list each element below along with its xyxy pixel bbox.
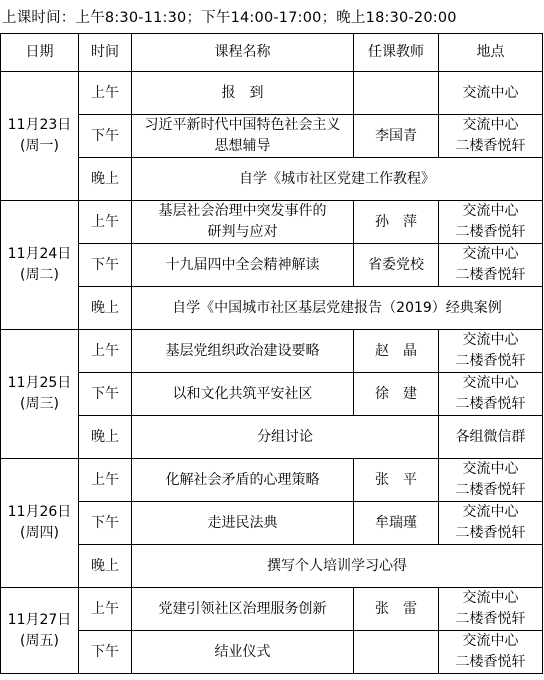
date-label: 11月26日 xyxy=(7,504,72,520)
time-cell: 晚上 xyxy=(79,158,132,201)
schedule-row xyxy=(1,115,543,158)
course-line: 化解社会矛盾的心理策略 xyxy=(165,471,320,488)
place-line: 交流中心 xyxy=(462,590,519,606)
course-line: 研判与应对 xyxy=(207,224,278,240)
time-cell: 上午 xyxy=(79,588,132,631)
time-cell: 下午 xyxy=(79,373,132,416)
place-line: 交流中心 xyxy=(462,461,519,477)
place-cell xyxy=(439,502,543,545)
course-cell xyxy=(132,330,354,373)
schedule-row xyxy=(1,330,543,373)
schedule-row xyxy=(1,631,543,674)
teacher-cell: 牟瑞瑾 xyxy=(354,502,439,545)
course-cell xyxy=(132,72,354,115)
place-line: 二楼香悦轩 xyxy=(455,353,526,369)
weekday-label: (周四) xyxy=(20,525,59,541)
course-cell xyxy=(132,631,354,674)
weekday-label: (周二) xyxy=(20,267,59,283)
teacher-cell: 张 平 xyxy=(354,459,439,502)
date-cell xyxy=(1,459,79,588)
teacher-cell: 徐 建 xyxy=(354,373,439,416)
place-line: 交流中心 xyxy=(462,332,519,348)
place-cell xyxy=(439,631,543,674)
place-line: 二楼香悦轩 xyxy=(455,138,526,154)
date-label: 11月24日 xyxy=(7,246,72,262)
course-schedule-table xyxy=(0,33,543,674)
place-cell xyxy=(439,373,543,416)
place-line: 各组微信群 xyxy=(455,428,526,445)
course-line: 报 到 xyxy=(221,84,264,101)
time-cell: 下午 xyxy=(79,502,132,545)
class-time-line: 上课时间：上午8:30-11:30；下午14:00-17:00；晚上18:30-20:00 xyxy=(2,10,457,26)
schedule-row xyxy=(1,244,543,287)
course-cell xyxy=(132,373,354,416)
place-line: 交流中心 xyxy=(462,84,519,101)
course-cell xyxy=(132,115,354,158)
time-cell: 上午 xyxy=(79,459,132,502)
place-line: 二楼香悦轩 xyxy=(455,396,526,412)
time-cell: 下午 xyxy=(79,244,132,287)
course-line: 自学《中国城市社区基层党建报告（2019）经典案例 xyxy=(172,299,502,316)
teacher-cell: 李国青 xyxy=(354,115,439,158)
place-cell xyxy=(439,244,543,287)
schedule-row xyxy=(1,459,543,502)
schedule-row xyxy=(1,373,543,416)
time-cell: 上午 xyxy=(79,201,132,244)
course-line: 基层党组织政治建设要略 xyxy=(165,342,320,359)
schedule-row xyxy=(1,545,543,588)
date-cell xyxy=(1,588,79,674)
place-line: 交流中心 xyxy=(462,504,519,520)
course-cell xyxy=(132,416,439,459)
schedule-row xyxy=(1,287,543,330)
time-cell: 上午 xyxy=(79,72,132,115)
weekday-label: (周五) xyxy=(20,632,59,649)
time-cell: 上午 xyxy=(79,330,132,373)
course-cell xyxy=(132,201,354,244)
date-cell xyxy=(1,201,79,330)
place-cell xyxy=(439,201,543,244)
course-line: 思想辅导 xyxy=(214,138,271,154)
place-line: 二楼香悦轩 xyxy=(455,654,526,670)
teacher-cell xyxy=(354,631,439,674)
schedule-row xyxy=(1,588,543,631)
place-cell xyxy=(439,115,543,158)
schedule-row xyxy=(1,502,543,545)
course-line: 分组讨论 xyxy=(257,428,313,445)
course-line: 党建引领社区治理服务创新 xyxy=(158,600,327,617)
course-line: 撰写个人培训学习心得 xyxy=(267,557,407,574)
self-study-cell xyxy=(132,158,543,201)
date-cell xyxy=(1,330,79,459)
teacher-cell: 赵 晶 xyxy=(354,330,439,373)
date-label: 11月23日 xyxy=(7,117,72,133)
course-cell xyxy=(132,502,354,545)
course-line: 自学《城市社区党建工作教程》 xyxy=(239,170,435,187)
course-line: 走进民法典 xyxy=(207,514,278,531)
weekday-label: (周三) xyxy=(20,396,59,412)
course-cell xyxy=(132,244,354,287)
course-line: 十九届四中全会精神解读 xyxy=(165,256,320,273)
course-line: 基层社会治理中突发事件的 xyxy=(158,203,327,219)
time-cell: 晚上 xyxy=(79,545,132,588)
header-row xyxy=(1,34,543,72)
time-cell: 下午 xyxy=(79,115,132,158)
time-cell: 晚上 xyxy=(79,416,132,459)
course-cell xyxy=(132,588,354,631)
place-line: 二楼香悦轩 xyxy=(455,224,526,240)
teacher-cell: 省委党校 xyxy=(354,244,439,287)
course-line: 以和文化共筑平安社区 xyxy=(172,385,313,402)
date-label: 11月25日 xyxy=(7,375,72,391)
place-line: 二楼香悦轩 xyxy=(455,267,526,283)
place-line: 交流中心 xyxy=(462,117,519,133)
header-time: 时间 xyxy=(79,34,132,72)
schedule-row xyxy=(1,201,543,244)
self-study-cell xyxy=(132,545,543,588)
place-cell xyxy=(439,72,543,115)
place-line: 二楼香悦轩 xyxy=(455,611,526,627)
teacher-cell: 孙 萍 xyxy=(354,201,439,244)
self-study-cell xyxy=(132,287,543,330)
teacher-cell xyxy=(354,72,439,115)
place-line: 交流中心 xyxy=(462,203,519,219)
schedule-row xyxy=(1,158,543,201)
course-line: 习近平新时代中国特色社会主义 xyxy=(144,117,341,133)
place-line: 二楼香悦轩 xyxy=(455,482,526,498)
header-course: 课程名称 xyxy=(132,34,354,72)
course-line: 结业仪式 xyxy=(214,643,271,660)
place-line: 二楼香悦轩 xyxy=(455,525,526,541)
date-label: 11月27日 xyxy=(7,611,72,628)
place-cell xyxy=(439,588,543,631)
place-cell xyxy=(439,459,543,502)
header-teacher: 任课教师 xyxy=(354,34,439,72)
schedule-row xyxy=(1,72,543,115)
place-line: 交流中心 xyxy=(462,633,519,649)
weekday-label: (周一) xyxy=(20,138,59,154)
place-cell xyxy=(439,416,543,459)
header-place: 地点 xyxy=(439,34,543,72)
place-line: 交流中心 xyxy=(462,246,519,262)
time-cell: 下午 xyxy=(79,631,132,674)
place-line: 交流中心 xyxy=(462,375,519,391)
time-cell: 晚上 xyxy=(79,287,132,330)
header-date: 日期 xyxy=(1,34,79,72)
course-cell xyxy=(132,459,354,502)
date-cell xyxy=(1,72,79,201)
place-cell xyxy=(439,330,543,373)
schedule-row xyxy=(1,416,543,459)
teacher-cell: 张 雷 xyxy=(354,588,439,631)
